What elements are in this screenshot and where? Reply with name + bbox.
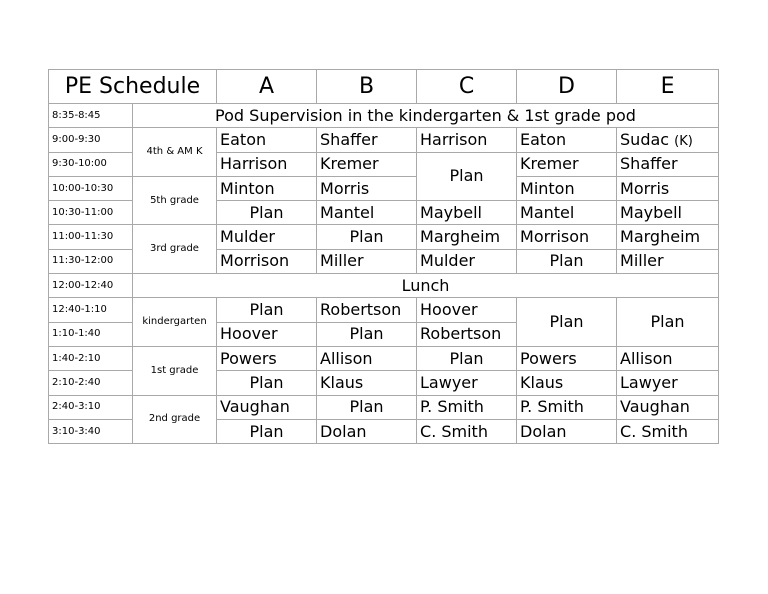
pod-supervision-cell: Pod Supervision in the kindergarten & 1st grade pod [133,104,719,128]
time-cell: 2:10-2:40 [49,371,133,395]
schedule-cell: Robertson [417,322,517,346]
schedule-cell: Mulder [417,249,517,273]
grade-cell: kindergarten [133,298,217,347]
table-row [49,225,719,249]
schedule-cell: Miller [617,249,719,273]
schedule-cell: Eaton [217,128,317,152]
schedule-cell: Dolan [317,419,417,443]
table-row [49,176,719,200]
time-cell: 9:30-10:00 [49,152,133,176]
schedule-cell: Maybell [417,201,517,225]
schedule-cell: Plan [217,419,317,443]
grade-cell: 4th & AM K [133,128,217,177]
schedule-cell: Allison [617,346,719,370]
grade-cell: 2nd grade [133,395,217,444]
schedule-cell: Eaton [517,128,617,152]
schedule-cell: Miller [317,249,417,273]
schedule-cell: Klaus [517,371,617,395]
table-row [49,274,719,298]
schedule-cell: Minton [217,176,317,200]
schedule-cell: Kremer [517,152,617,176]
time-cell: 1:10-1:40 [49,322,133,346]
schedule-cell: Plan [317,322,417,346]
schedule-cell: Plan [617,298,719,347]
grade-cell: 3rd grade [133,225,217,274]
lunch-cell: Lunch [133,274,719,298]
schedule-cell: Vaughan [617,395,719,419]
column-header-c: C [417,70,517,104]
schedule-cell: Plan [517,249,617,273]
table-row [49,346,719,370]
schedule-cell: Plan [417,152,517,201]
schedule-cell: Morris [317,176,417,200]
schedule-cell: Morrison [217,249,317,273]
schedule-cell: Morrison [517,225,617,249]
schedule-cell: Hoover [217,322,317,346]
schedule-cell: Margheim [617,225,719,249]
schedule-cell: Klaus [317,371,417,395]
grade-cell: 5th grade [133,176,217,225]
schedule-cell: Plan [417,346,517,370]
schedule-cell: Vaughan [217,395,317,419]
time-cell: 10:00-10:30 [49,176,133,200]
schedule-title: PE Schedule [49,70,217,104]
schedule-cell: Kremer [317,152,417,176]
schedule-cell: C. Smith [617,419,719,443]
column-header-d: D [517,70,617,104]
time-cell: 12:00-12:40 [49,274,133,298]
pe-schedule-table [48,69,719,444]
header-row [49,70,719,104]
schedule-cell: Powers [517,346,617,370]
time-cell: 10:30-11:00 [49,201,133,225]
table-row [49,104,719,128]
schedule-cell: Dolan [517,419,617,443]
schedule-cell [617,128,719,152]
time-cell: 12:40-1:10 [49,298,133,322]
table-row [49,298,719,322]
schedule-cell: Morris [617,176,719,200]
time-cell: 11:00-11:30 [49,225,133,249]
schedule-cell: Lawyer [417,371,517,395]
schedule-cell: Shaffer [317,128,417,152]
schedule-cell: Plan [517,298,617,347]
column-header-a: A [217,70,317,104]
schedule-cell: P. Smith [517,395,617,419]
schedule-cell: Harrison [217,152,317,176]
schedule-cell: Allison [317,346,417,370]
time-cell: 11:30-12:00 [49,249,133,273]
schedule-cell: Robertson [317,298,417,322]
column-header-b: B [317,70,417,104]
schedule-cell: Plan [217,201,317,225]
time-cell: 3:10-3:40 [49,419,133,443]
time-cell: 8:35-8:45 [49,104,133,128]
schedule-cell: P. Smith [417,395,517,419]
schedule-cell: Mantel [517,201,617,225]
schedule-cell: Mulder [217,225,317,249]
schedule-cell: Maybell [617,201,719,225]
schedule-cell: Hoover [417,298,517,322]
schedule-cell: Harrison [417,128,517,152]
schedule-cell: Plan [317,395,417,419]
schedule-cell: Margheim [417,225,517,249]
grade-cell: 1st grade [133,346,217,395]
schedule-cell: Minton [517,176,617,200]
schedule-cell: Lawyer [617,371,719,395]
time-cell: 1:40-2:10 [49,346,133,370]
table-row [49,395,719,419]
schedule-cell: Shaffer [617,152,719,176]
schedule-cell: C. Smith [417,419,517,443]
teacher-name: Sudac [620,129,670,149]
schedule-cell: Plan [317,225,417,249]
time-cell: 9:00-9:30 [49,128,133,152]
schedule-cell: Plan [217,298,317,322]
time-cell: 2:40-3:10 [49,395,133,419]
column-header-e: E [617,70,719,104]
table-row [49,128,719,152]
schedule-cell: Mantel [317,201,417,225]
schedule-cell: Powers [217,346,317,370]
schedule-cell: Plan [217,371,317,395]
kindergarten-note: (K) [674,133,693,149]
